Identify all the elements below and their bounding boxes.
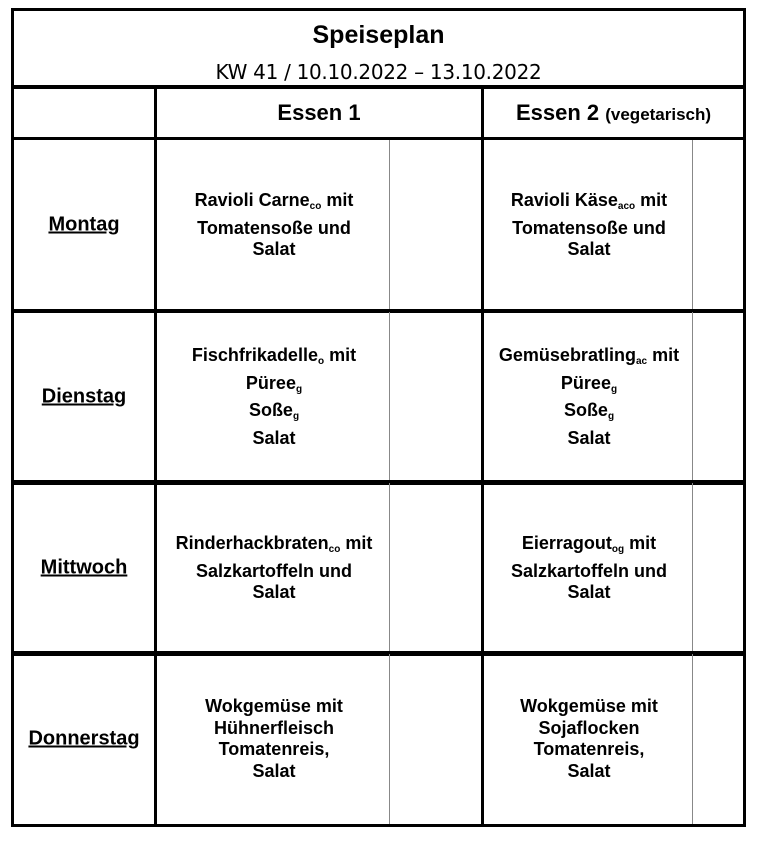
column-divider — [692, 654, 693, 824]
column-divider — [389, 140, 390, 310]
day-cell — [11, 480, 157, 656]
meal-line — [157, 373, 391, 401]
meal-line-text: Hühnerfleisch — [213, 717, 335, 738]
allergen-code: g — [292, 411, 300, 422]
meal-line — [484, 533, 694, 561]
meal-line-text: Püree — [560, 372, 611, 393]
day-label: Donnerstag — [28, 727, 140, 750]
meal-line-text: Tomatensoße und — [197, 217, 351, 238]
meal-line — [484, 582, 694, 604]
meal-line-text: Soße — [563, 400, 608, 420]
essen2-cell — [481, 651, 746, 827]
meal-line-text: Soße — [248, 400, 293, 420]
meal-line — [157, 533, 391, 561]
essen1-cell — [154, 651, 484, 827]
essen1-cell — [154, 480, 484, 656]
meal-line-text: Ravioli Käse — [510, 189, 618, 210]
meal-line-text: Salzkartoffeln und — [195, 560, 352, 581]
title-box — [11, 8, 746, 88]
allergen-code: g — [607, 411, 615, 422]
day-label: Dienstag — [41, 385, 127, 408]
meal-line-text: Salat — [567, 760, 611, 781]
meal-line-text: Tomatenreis, — [218, 739, 330, 759]
essen2-cell — [481, 309, 746, 485]
meal-line — [484, 560, 694, 582]
meal-line — [157, 345, 391, 373]
meal-line — [484, 345, 694, 373]
essen2-meal — [484, 696, 694, 782]
meal-line — [157, 761, 391, 783]
meal-line-text: Fischfrikadelle — [191, 345, 318, 365]
meal-line — [157, 428, 391, 450]
meal-line — [157, 718, 391, 740]
day-cell — [11, 137, 157, 313]
meal-line-suffix: mit — [647, 345, 680, 365]
meal-line-text: Wokgemüse mit — [205, 696, 343, 716]
column-label-essen2: Essen 2 — [515, 100, 600, 125]
meal-line-text: Salat — [252, 581, 296, 602]
column-header-essen2 — [481, 86, 746, 140]
day-label: Montag — [48, 213, 120, 236]
column-label-essen1: Essen 1 — [277, 100, 361, 125]
meal-line — [484, 373, 694, 401]
meal-line-text: Ravioli Carne — [194, 189, 310, 210]
meal-line-text: Eierragout — [521, 532, 612, 553]
meal-line-text: Püree — [245, 372, 296, 393]
meal-line — [484, 718, 694, 740]
allergen-code: g — [610, 383, 618, 395]
meal-line-suffix: mit — [321, 189, 354, 210]
allergen-code: o — [317, 356, 325, 367]
day-cell — [11, 309, 157, 485]
meal-line-text: Tomatensoße und — [512, 217, 666, 238]
meal-line-suffix: mit — [324, 345, 357, 365]
column-divider — [389, 312, 390, 482]
column-divider — [692, 140, 693, 310]
meal-line-text: Salat — [252, 427, 296, 448]
meal-line — [484, 239, 694, 261]
meal-line — [484, 696, 694, 718]
essen2-meal — [484, 190, 694, 261]
meal-line — [157, 560, 391, 582]
allergen-code: og — [611, 543, 625, 555]
allergen-code: aco — [617, 200, 636, 212]
meal-line — [484, 400, 694, 428]
meal-line-suffix: mit — [635, 189, 668, 210]
meal-line-text: Sojaflocken — [538, 717, 640, 738]
meal-line — [484, 217, 694, 239]
meal-line-text: Salat — [252, 238, 296, 259]
essen2-cell — [481, 480, 746, 656]
corner-cell — [11, 86, 157, 140]
meal-line-text: Salat — [567, 581, 611, 602]
essen2-meal — [484, 345, 694, 449]
allergen-code: g — [295, 383, 303, 395]
meal-line-text: Salat — [252, 760, 296, 781]
allergen-code: co — [309, 200, 322, 212]
column-divider — [692, 483, 693, 653]
column-header-essen1 — [154, 86, 484, 140]
essen1-cell — [154, 309, 484, 485]
meal-line — [157, 696, 391, 718]
essen1-meal — [157, 345, 391, 449]
meal-line — [157, 582, 391, 604]
meal-line-text: Salzkartoffeln und — [510, 560, 667, 581]
day-label: Mittwoch — [40, 556, 128, 579]
meal-line-suffix: mit — [624, 532, 657, 553]
column-label-essen2-note: (vegetarisch) — [605, 105, 712, 124]
essen2-meal — [484, 533, 694, 604]
essen1-meal — [157, 190, 391, 261]
meal-line — [484, 739, 694, 761]
page-title: Speiseplan — [312, 21, 445, 49]
meal-line — [484, 761, 694, 783]
essen1-cell — [154, 137, 484, 313]
meal-line-text: Salat — [567, 238, 611, 259]
meal-line — [157, 239, 391, 261]
column-divider — [389, 654, 390, 824]
column-divider — [692, 312, 693, 482]
meal-line-text: Wokgemüse mit — [520, 696, 658, 716]
day-cell — [11, 651, 157, 827]
essen1-meal — [157, 533, 391, 604]
column-divider — [389, 483, 390, 653]
meal-line-text: Rinderhackbraten — [175, 532, 329, 553]
essen1-meal — [157, 696, 391, 782]
meal-line — [157, 217, 391, 239]
meal-line — [484, 428, 694, 450]
allergen-code: ac — [635, 356, 648, 367]
column-label-essen2-wrap — [484, 100, 743, 126]
meal-line — [157, 400, 391, 428]
essen2-cell — [481, 137, 746, 313]
allergen-code: co — [328, 543, 341, 555]
meal-line — [484, 190, 694, 218]
week-range: KW 41 / 10.10.2022 – 13.10.2022 — [215, 60, 542, 84]
meal-line-text: Tomatenreis, — [533, 739, 645, 759]
meal-line — [157, 739, 391, 761]
meal-line — [157, 190, 391, 218]
meal-line-suffix: mit — [340, 532, 373, 553]
meal-line-text: Gemüsebratling — [498, 345, 636, 365]
meal-line-text: Salat — [567, 427, 611, 448]
